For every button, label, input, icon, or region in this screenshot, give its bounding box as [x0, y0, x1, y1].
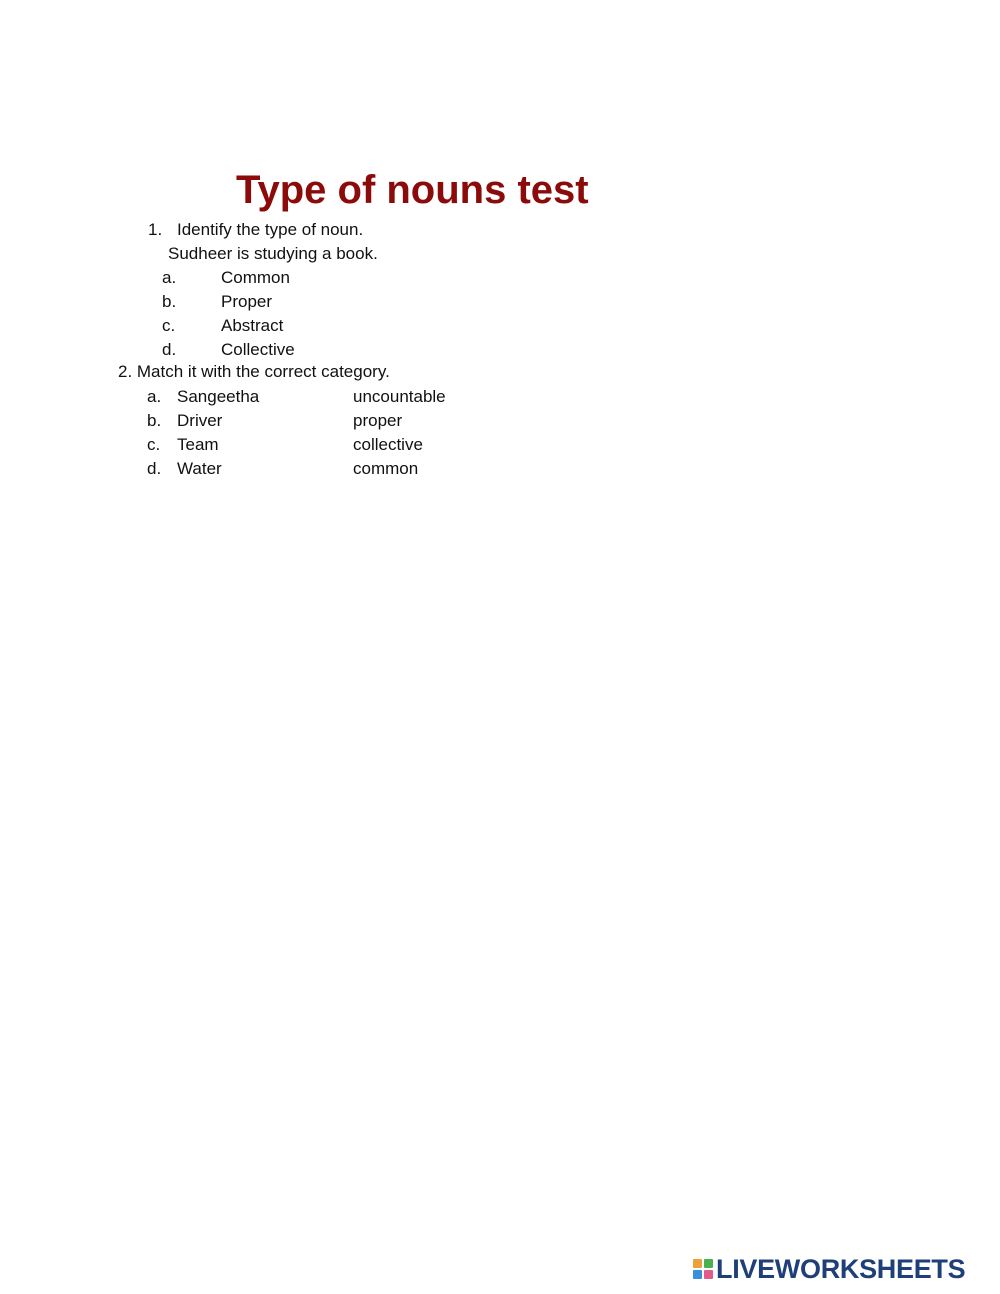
logo-text: LIVEWORKSHEETS: [716, 1254, 966, 1284]
logo-tile-1: [693, 1259, 702, 1268]
option-letter-c: c.: [162, 316, 176, 335]
match-item-d[interactable]: Water: [177, 459, 222, 478]
question-1-sentence: Sudheer is studying a book.: [168, 244, 378, 263]
question-1-prompt: Identify the type of noun.: [177, 220, 364, 239]
match-letter-d: d.: [147, 459, 162, 478]
logo-tile-3: [693, 1270, 702, 1279]
question-1-number: 1.: [148, 220, 163, 239]
match-letter-a: a.: [147, 387, 162, 406]
match-item-a[interactable]: Sangeetha: [177, 387, 260, 406]
option-letter-b: b.: [162, 292, 177, 311]
question-2-prompt: 2. Match it with the correct category.: [118, 362, 390, 381]
match-category-d[interactable]: common: [353, 459, 419, 478]
logo-tile-2: [704, 1259, 713, 1268]
worksheet-title: Type of nouns test: [236, 168, 589, 212]
liveworksheets-logo: [693, 1255, 965, 1283]
option-text-c[interactable]: Abstract: [221, 316, 284, 335]
match-item-c[interactable]: Team: [177, 435, 219, 454]
match-category-a[interactable]: uncountable: [353, 387, 446, 406]
match-category-b[interactable]: proper: [353, 411, 403, 430]
option-letter-a: a.: [162, 268, 177, 287]
match-item-b[interactable]: Driver: [177, 411, 223, 430]
logo-tile-4: [704, 1270, 713, 1279]
match-category-c[interactable]: collective: [353, 435, 423, 454]
option-text-b[interactable]: Proper: [221, 292, 273, 311]
option-text-a[interactable]: Common: [221, 268, 290, 287]
match-letter-c: c.: [147, 435, 161, 454]
option-text-d[interactable]: Collective: [221, 340, 295, 359]
option-letter-d: d.: [162, 340, 177, 359]
logo-tiles-icon: [693, 1259, 713, 1279]
match-letter-b: b.: [147, 411, 162, 430]
